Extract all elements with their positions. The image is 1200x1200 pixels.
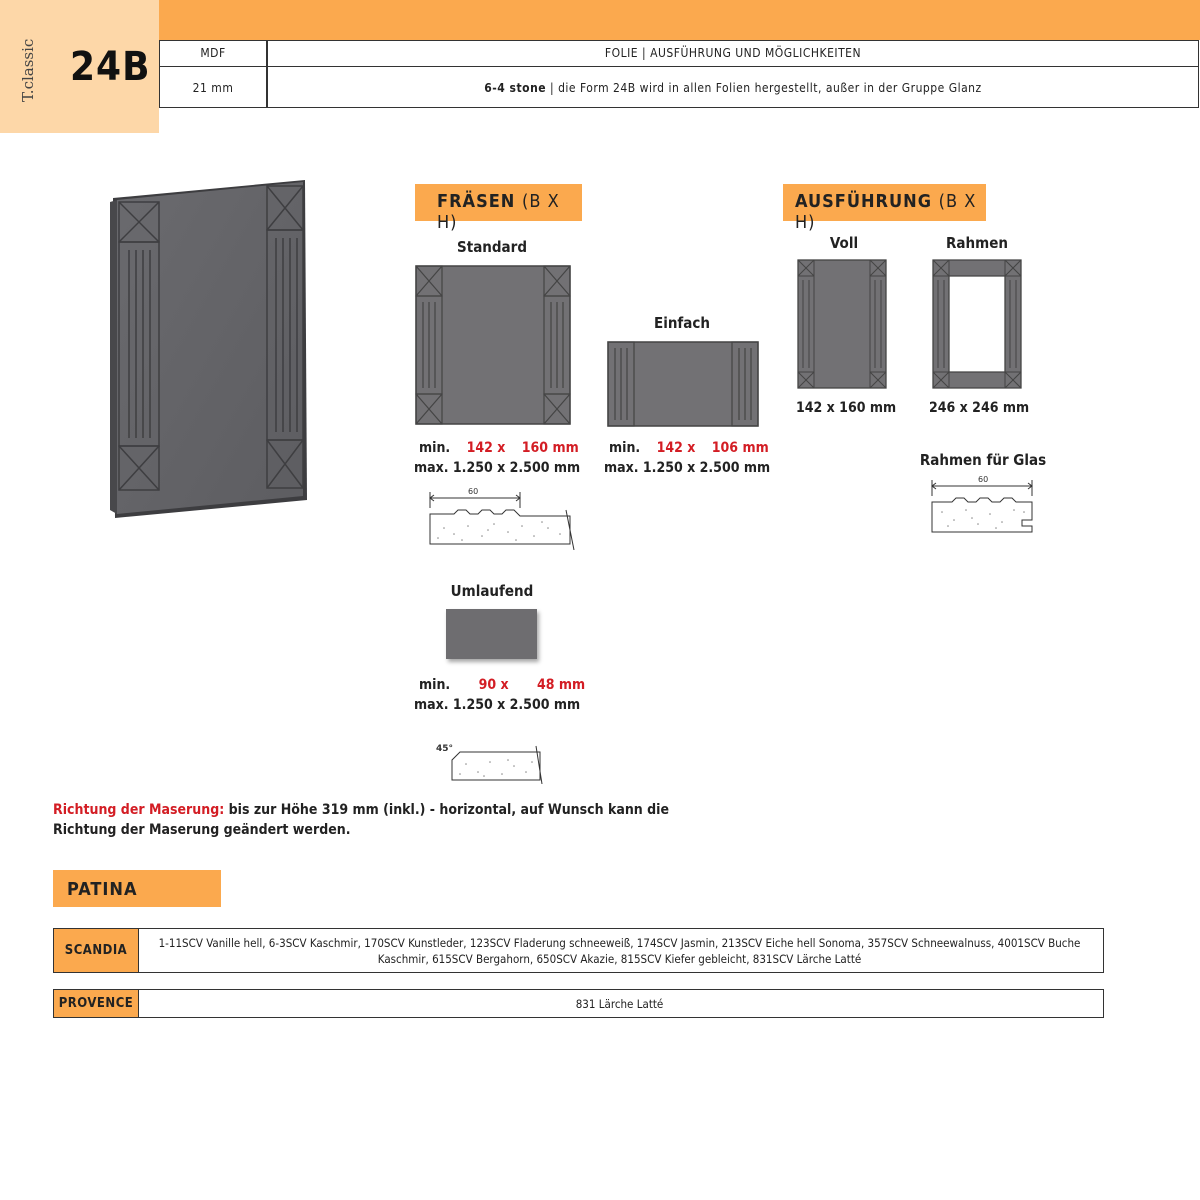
standard-min-label: min. [419, 440, 451, 456]
model-number: 24B [70, 44, 151, 90]
umlaufend-angle: 45° [436, 744, 454, 754]
ausfuehrung-title: AUSFÜHRUNG [795, 191, 933, 212]
einfach-max: max. 1.250 x 2.500 mm [604, 460, 771, 476]
einfach-diagram [606, 340, 762, 430]
grain-direction-note [53, 800, 713, 840]
grain-direction-text: bis zur Höhe 319 mm (inkl.) - horizontal, auf Wunsch kann die Richtung der Maserung geändert werden. [53, 802, 670, 838]
umlaufend-profile-drawing [432, 740, 544, 784]
brand-text: T.classic [19, 38, 37, 102]
ausfuehrung-title-suffix: (B X H) [795, 191, 977, 233]
folie-note: | die Form 24B wird in allen Folien hergestellt, außer in der Gruppe Glanz [546, 81, 982, 95]
patina-row-name: PROVENCE [54, 990, 139, 1017]
rahmen-diagram [931, 258, 1025, 392]
patina-title: PATINA [67, 879, 138, 900]
patina-row-value: 1-11SCV Vanille hell, 6-3SCV Kaschmir, 170SCV Kunstleder, 123SCV Fladerung schneeweiß, 174SCV Jasmin, 213SCV Eiche hell Sonoma, 357SCV Schneewalnuss, 4001SCV Buche Kaschmir, 615SCV Bergahorn, 650SCV Akazie, 815SCV Kiefer gebleicht, 831SCV Lärche Latté [158, 935, 1081, 966]
standard-diagram [414, 264, 574, 428]
einfach-min-height: 106 mm [711, 440, 769, 456]
standard-label: Standard [457, 238, 527, 256]
einfach-min-width: 142 x [656, 440, 696, 456]
spec-table [159, 40, 1199, 108]
standard-profile-drawing [424, 484, 579, 550]
mdf-thickness: 21 mm [192, 81, 234, 95]
rahmen-dims: 246 x 246 mm [929, 400, 1030, 416]
folie-info [268, 81, 1198, 95]
voll-label: Voll [829, 234, 859, 252]
voll-dims: 142 x 160 mm [796, 400, 897, 416]
rahmen-glas-profile-width: 60 [978, 475, 989, 484]
umlaufend-diagram [446, 609, 537, 659]
umlaufend-label: Umlaufend [450, 582, 534, 600]
rahmen-glas-profile-drawing [928, 472, 1038, 538]
fraesen-heading [415, 184, 582, 233]
umlaufend-min-height: 48 mm [537, 677, 586, 693]
umlaufend-min-label: min. [419, 677, 451, 693]
brand-logo [16, 30, 38, 110]
rahmen-glas-label: Rahmen für Glas [919, 451, 1047, 469]
mdf-header: MDF [200, 46, 226, 60]
einfach-label: Einfach [653, 314, 711, 332]
spec-table-head-row [160, 41, 1198, 67]
umlaufend-min [419, 677, 585, 693]
folie-header: FOLIE | AUSFÜHRUNG UND MÖGLICHKEITEN [604, 46, 862, 60]
standard-min-height: 160 mm [521, 440, 579, 456]
standard-min-width: 142 x [466, 440, 506, 456]
patina-heading [53, 870, 221, 907]
fraesen-title: FRÄSEN [437, 191, 516, 212]
standard-profile-width: 60 [468, 487, 479, 496]
ausfuehrung-heading [783, 184, 986, 233]
standard-max: max. 1.250 x 2.500 mm [414, 460, 581, 476]
grain-direction-label: Richtung der Maserung: [53, 802, 225, 818]
top-bar [0, 0, 1200, 40]
voll-diagram [796, 258, 890, 392]
rahmen-label: Rahmen [946, 234, 1008, 252]
patina-row-provence [53, 989, 1104, 1018]
patina-row-scandia [53, 928, 1104, 973]
standard-min [419, 440, 579, 456]
patina-row-name: SCANDIA [54, 929, 139, 972]
fraesen-title-suffix: (B X H) [437, 191, 560, 233]
einfach-min [609, 440, 769, 456]
umlaufend-min-width: 90 x [478, 677, 509, 693]
patina-row-value: 831 Lärche Latté [575, 996, 664, 1011]
door-3d-illustration [105, 178, 315, 523]
einfach-min-label: min. [609, 440, 641, 456]
umlaufend-max: max. 1.250 x 2.500 mm [414, 697, 581, 713]
folie-name: 6-4 stone [484, 81, 547, 95]
